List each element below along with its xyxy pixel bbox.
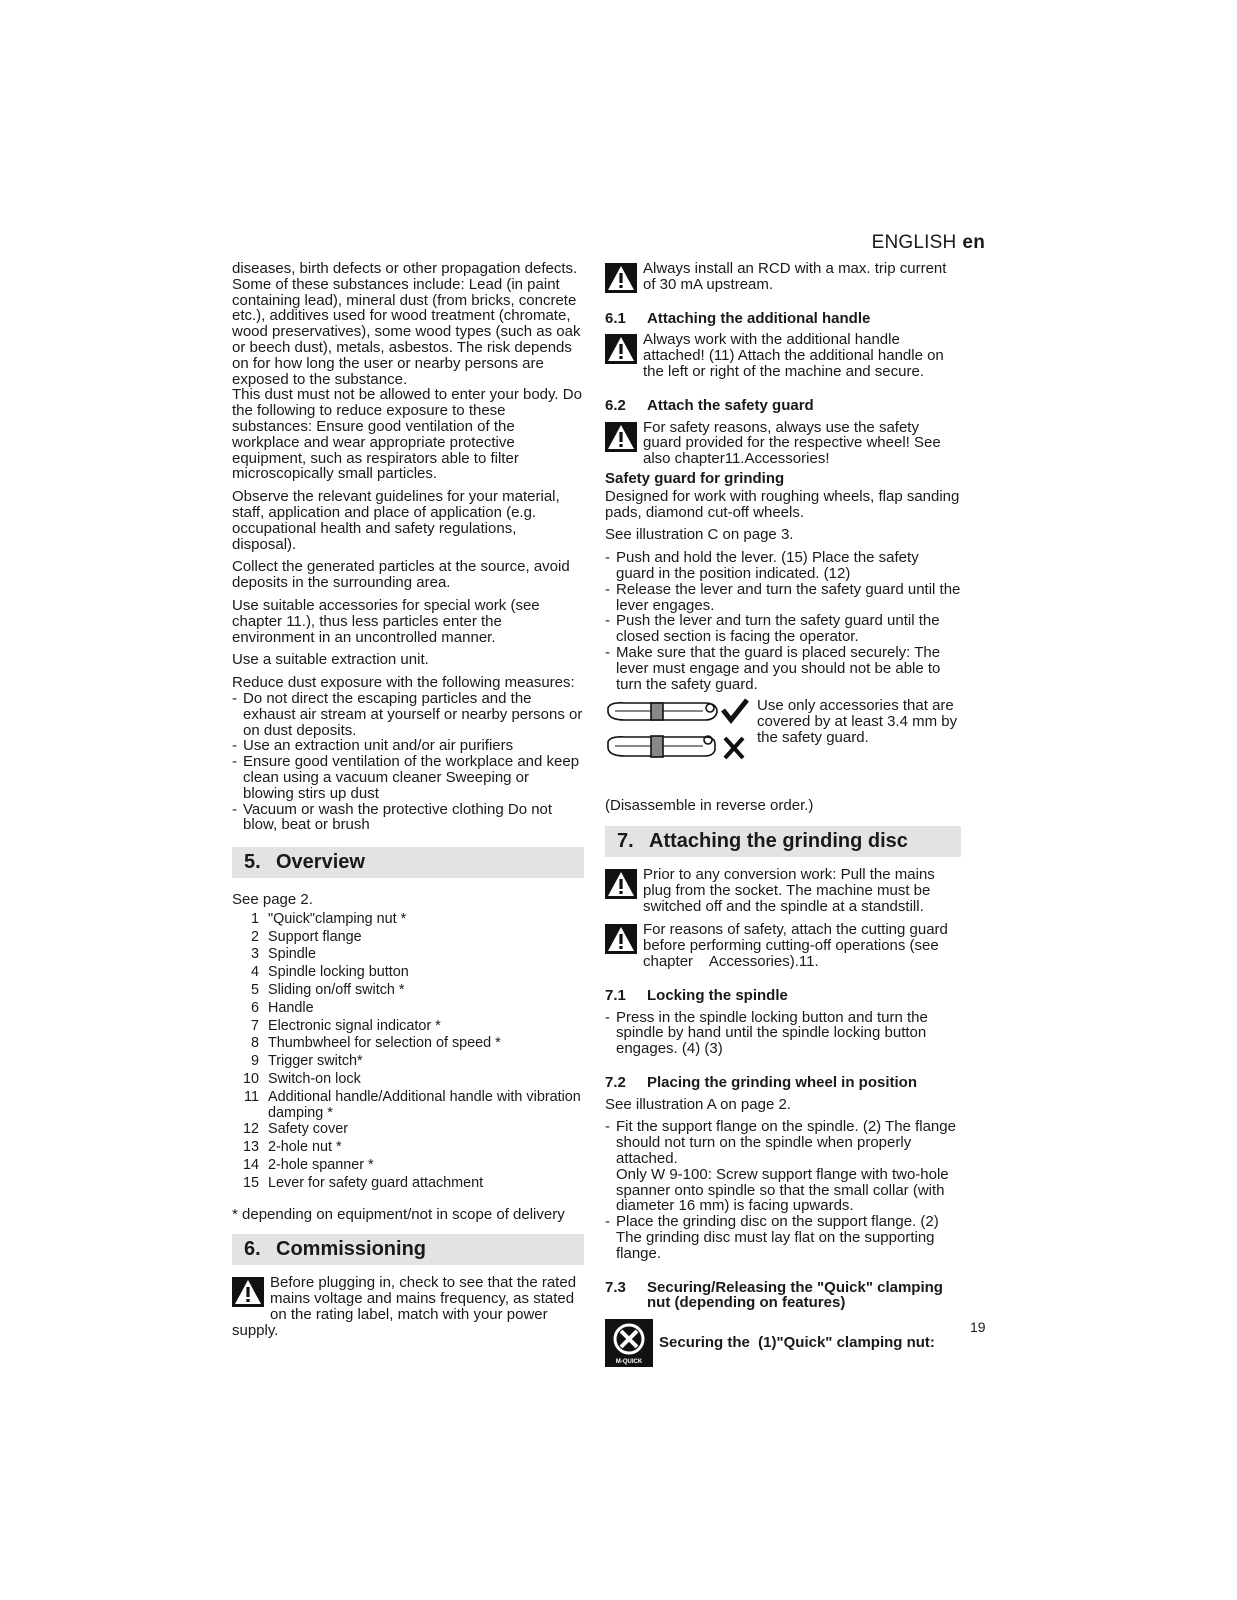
warning-icon: [605, 334, 637, 364]
item-number: 6: [250, 999, 259, 1016]
item-number: 4: [250, 964, 259, 981]
item-label: Support flange: [268, 928, 362, 945]
item-number: 14: [242, 1157, 259, 1174]
intro-paragraph-2: This dust must not be allowed to enter your body. Do the following to reduce exposure to these substances: Ensure good ventilation of the workplace and wear appropriate protective equipment, such as respirators able to filter microscopically small particles.: [232, 386, 582, 483]
step-note: Only W 9-100: Screw support flange with two-hole spanner onto spindle so that the small collar (with diameter 16 mm) is facing upwards.: [616, 1165, 949, 1215]
list-item: - Place the grinding disc on the support flange. (2) The grinding disc must lay flat on the supporting flange.: [605, 1214, 961, 1261]
list-item: - Make sure that the guard is placed securely: The lever must engage and you should not be able to turn the safety guard.: [605, 645, 961, 692]
item-number: 10: [242, 1071, 259, 1088]
section-title: Commissioning: [276, 1238, 427, 1261]
guard-grinding-desc: Designed for work with roughing wheels, flap sanding pads, diamond cut-off wheels.: [605, 487, 960, 521]
list-item: - Release the lever and turn the safety guard until the lever engages.: [605, 582, 961, 614]
language-name: ENGLISH: [871, 232, 957, 253]
item-number: 12: [242, 1121, 259, 1138]
overview-parts-list: [232, 911, 584, 1193]
list-item: - Push the lever and turn the safety guard until the closed section is facing the operator.: [605, 613, 961, 645]
list-item: [232, 982, 584, 1000]
list-item: [232, 1053, 584, 1071]
list-item: [232, 1071, 584, 1089]
list-item: - Press in the spindle locking button and turn the spindle by hand until the spindle locking button engages. (4) (3): [605, 1010, 961, 1057]
list-item: [232, 1018, 584, 1036]
item-label: Switch-on lock: [268, 1071, 361, 1088]
see-illustration-c: See illustration C on page 3.: [605, 526, 794, 544]
item-label: Spindle: [268, 946, 317, 963]
item-number: 2: [250, 928, 259, 945]
item-label: 2-hole spanner *: [268, 1157, 374, 1174]
warning-icon: [605, 869, 637, 899]
list-item: [232, 946, 584, 964]
item-label: Additional handle/Additional handle with vibration damping *: [268, 1088, 581, 1121]
list-item: [232, 1089, 584, 1122]
list-item: [232, 1175, 584, 1193]
list-item: [232, 1139, 584, 1157]
item-number: 8: [250, 1035, 259, 1052]
page-header-language: [872, 232, 985, 254]
see-illustration-a: See illustration A on page 2.: [605, 1095, 791, 1113]
section-number: 5.: [244, 851, 261, 874]
securing-heading: Securing the (1)"Quick" clamping nut:: [659, 1334, 935, 1352]
page-number: 19: [970, 1319, 986, 1335]
item-number: 7: [250, 1017, 259, 1034]
subheading-number: 6.1: [605, 309, 626, 327]
guard-coverage-note: [605, 698, 961, 774]
warning-block: [605, 332, 961, 379]
section-title: Attaching the grinding disc: [649, 829, 908, 852]
item-number: 1: [250, 910, 259, 927]
check-mark-icon: [723, 700, 747, 720]
step-text: Fit the support flange on the spindle. (2) The flange should not turn on the spindle when properly attached.: [616, 1118, 956, 1168]
subheading-title: Attach the safety guard: [647, 396, 814, 414]
place-steps-list: [605, 1119, 961, 1261]
warning-icon: [605, 422, 637, 452]
item-label: Lever for safety guard attachment: [268, 1174, 484, 1191]
warning-text: Before plugging in, check to see that the rated mains voltage and mains frequency, as stated on the rating label, match with your power supply.: [232, 1274, 577, 1339]
warning-block: [605, 867, 961, 914]
item-number: 11: [244, 1088, 259, 1105]
subheading-number: 7.1: [605, 986, 626, 1004]
subheading-7-3: [605, 1280, 961, 1312]
item-label: "Quick"clamping nut *: [268, 910, 407, 927]
warning-text: Always work with the additional handle attached! (11) Attach the additional handle on the left or right of the machine and secure.: [643, 331, 944, 380]
list-item: - Use an extraction unit and/or air purifiers: [232, 738, 584, 754]
warning-block: [605, 420, 961, 467]
subheading-number: 6.2: [605, 396, 626, 414]
warning-icon: [605, 263, 637, 293]
list-item: [232, 1035, 584, 1053]
item-number: 3: [250, 946, 259, 963]
item-label: Electronic signal indicator *: [268, 1017, 441, 1034]
subheading-title: Securing/Releasing the "Quick" clamping nut (depending on features): [647, 1278, 943, 1312]
extraction-paragraph: Use a suitable extraction unit.: [232, 651, 429, 669]
section-heading-overview: [232, 847, 584, 878]
subheading-7-1: [605, 988, 961, 1004]
list-item: [232, 929, 584, 947]
list-item: [232, 1000, 584, 1018]
warning-block: [605, 261, 961, 293]
guard-steps-list: [605, 550, 961, 692]
item-number: 9: [250, 1053, 259, 1070]
lock-steps-list: [605, 1010, 961, 1057]
list-item: [605, 1119, 961, 1214]
list-item: - Ensure good ventilation of the workplace and keep clean using a vacuum cleaner Sweeping or blowing stirs up dust: [232, 754, 584, 801]
section-title: Overview: [276, 851, 365, 874]
list-item: [232, 1121, 584, 1139]
guard-grinding-title: Safety guard for grinding: [605, 469, 785, 487]
item-label: Spindle locking button: [268, 964, 409, 981]
item-number: 13: [242, 1139, 259, 1156]
right-column: [605, 261, 961, 1367]
subheading-6-2: [605, 398, 961, 414]
subheading-number: 7.3: [605, 1278, 626, 1296]
language-code: en: [962, 232, 985, 253]
m-quick-icon: [605, 1319, 653, 1367]
section-heading-commissioning: [232, 1234, 584, 1265]
warning-text: Always install an RCD with a max. trip current of 30 mA upstream.: [643, 260, 947, 293]
list-item: [232, 1157, 584, 1175]
accessories-paragraph: Use suitable accessories for special work (see chapter 11.), thus less particles enter the environment in an uncontrolled manner.: [232, 596, 540, 646]
warning-block: [605, 922, 961, 969]
section-number: 7.: [617, 829, 634, 852]
guard-figures: [605, 698, 755, 774]
item-number: 5: [250, 982, 259, 999]
guard-note-text: Use only accessories that are covered by at least 3.4 mm by the safety guard.: [757, 697, 958, 746]
securing-row: [605, 1319, 961, 1367]
subheading-title: Attaching the additional handle: [647, 309, 871, 327]
item-label: Safety cover: [268, 1121, 348, 1138]
subheading-title: Placing the grinding wheel in position: [647, 1073, 918, 1091]
subheading-title: Locking the spindle: [647, 986, 788, 1004]
left-column: [232, 261, 584, 1347]
item-number: 15: [242, 1174, 259, 1191]
subheading-6-1: [605, 311, 961, 327]
item-label: Thumbwheel for selection of speed *: [268, 1035, 501, 1052]
dust-measures-list: [232, 691, 584, 833]
reduce-paragraph: Reduce dust exposure with the following measures:: [232, 674, 575, 692]
m-quick-label: M-QUICK: [615, 1359, 643, 1366]
list-item: [232, 964, 584, 982]
footnote: * depending on equipment/not in scope of delivery: [232, 1205, 565, 1223]
subheading-number: 7.2: [605, 1073, 626, 1091]
warning-icon: [232, 1277, 264, 1307]
intro-paragraph: diseases, birth defects or other propagation defects. Some of these substances include: Lead (in paint containing lead), mineral dust (from bricks, concrete etc.), additives used for wood treatment (chromate, wood preservatives), some wood types (such as oak or beech dust), metals, asbestos. The risk depends on for how long the user or nearby persons are exposed to the substance.: [232, 260, 581, 388]
list-item: - Do not direct the escaping particles and the exhaust air stream at yourself or nearby persons or on dust deposits.: [232, 691, 584, 738]
item-label: Sliding on/off switch *: [268, 982, 405, 999]
item-label: Handle: [268, 999, 314, 1016]
disassemble-text: (Disassemble in reverse order.): [605, 797, 814, 815]
section-heading-grinding-disc: [605, 826, 961, 857]
incorrect-guard-figure: [608, 736, 715, 757]
item-label: Trigger switch*: [268, 1053, 363, 1070]
warning-text: Prior to any conversion work: Pull the mains plug from the socket. The machine must be switched off and the spindle at a standstill.: [643, 865, 935, 915]
guidelines-paragraph: Observe the relevant guidelines for your material, staff, application and place of application (e.g. occupational health and safety regulations, disposal).: [232, 488, 560, 553]
warning-text: For safety reasons, always use the safety guard provided for the respective wheel! See also chapter11.Accessories!: [643, 418, 941, 468]
list-item: - Vacuum or wash the protective clothing Do not blow, beat or brush: [232, 802, 584, 834]
warning-block: [232, 1275, 584, 1338]
subheading-7-2: [605, 1075, 961, 1091]
item-label: 2-hole nut *: [268, 1139, 342, 1156]
collect-paragraph: Collect the generated particles at the source, avoid deposits in the surrounding area.: [232, 558, 570, 592]
list-item: [232, 911, 584, 929]
cross-mark-icon: [725, 738, 743, 758]
correct-guard-figure: [608, 703, 717, 720]
section-number: 6.: [244, 1238, 261, 1261]
list-item: - Push and hold the lever. (15) Place the safety guard in the position indicated. (12): [605, 550, 961, 582]
guard-illustration: [605, 698, 755, 770]
warning-icon: [605, 924, 637, 954]
warning-text: For reasons of safety, attach the cutting guard before performing cutting-off operations (see chapter Accessories).11.: [643, 921, 953, 970]
see-page-text: See page 2.: [232, 891, 313, 909]
